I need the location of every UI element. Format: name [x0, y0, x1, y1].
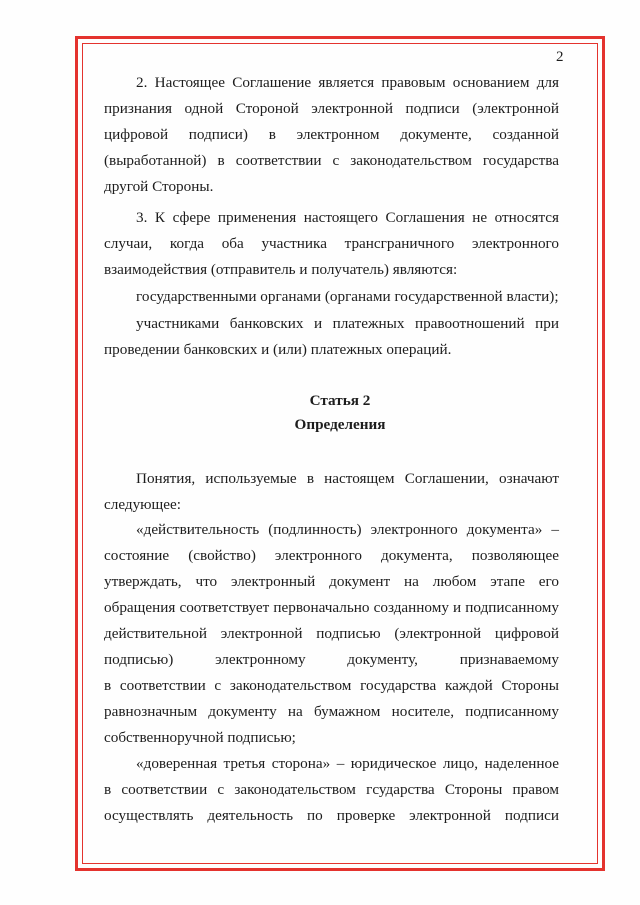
- text-line: проведении банковских и (или) платежных операций.: [104, 341, 452, 358]
- text-line: осуществлять деятельность по проверке электронной подписи: [104, 807, 559, 824]
- text-line: собственноручной подписью;: [104, 729, 296, 746]
- text-line: подписью) электронному документу, признаваемому: [104, 651, 559, 668]
- text-line: государственными органами (органами государственной власти);: [136, 288, 559, 305]
- text-line: обращения соответствует первоначально созданному и подписанному: [104, 599, 559, 616]
- text-line: следующее:: [104, 496, 181, 513]
- text-line: случаи, когда оба участника трансграничного электронного: [104, 235, 559, 252]
- text-line: признания одной Стороной электронной подписи (электронной: [104, 100, 559, 117]
- text-line: 3. К сфере применения настоящего Соглашения не относятся: [136, 209, 559, 226]
- article-number: Статья 2: [309, 392, 371, 409]
- text-line: в соответствии с законодательством государства каждой Стороны: [104, 677, 559, 694]
- text-line: другой Стороны.: [104, 178, 214, 195]
- text-line: участниками банковских и платежных правоотношений при: [136, 315, 559, 332]
- text-line: в соответствии с законодательством гсударства Стороны правом: [104, 781, 559, 798]
- text-line: цифровой подписи) в электронном документе, созданной: [104, 126, 559, 143]
- article-title: Определения: [294, 416, 386, 433]
- text-line: (выработанной) в соответствии с законодательством государства: [104, 152, 559, 169]
- text-line: взаимодействия (отправитель и получатель) являются:: [104, 261, 458, 278]
- text-line: утверждать, что электронный документ на любом этапе его: [104, 573, 559, 590]
- text-line: равнозначным документу на бумажном носителе, подписанному: [104, 703, 559, 720]
- text-line: 2. Настоящее Соглашение является правовым основанием для: [136, 74, 559, 91]
- text-line: Понятия, используемые в настоящем Соглашении, означают: [136, 470, 559, 487]
- text-line: действительной электронной подписью (электронной цифровой: [104, 625, 559, 642]
- text-line: «действительность (подлинность) электронного документа» –: [136, 521, 559, 538]
- text-line: «доверенная третья сторона» – юридическое лицо, наделенное: [136, 755, 559, 772]
- text-line: состояние (свойство) электронного документа, позволяющее: [104, 547, 559, 564]
- page-number: 2: [556, 49, 564, 65]
